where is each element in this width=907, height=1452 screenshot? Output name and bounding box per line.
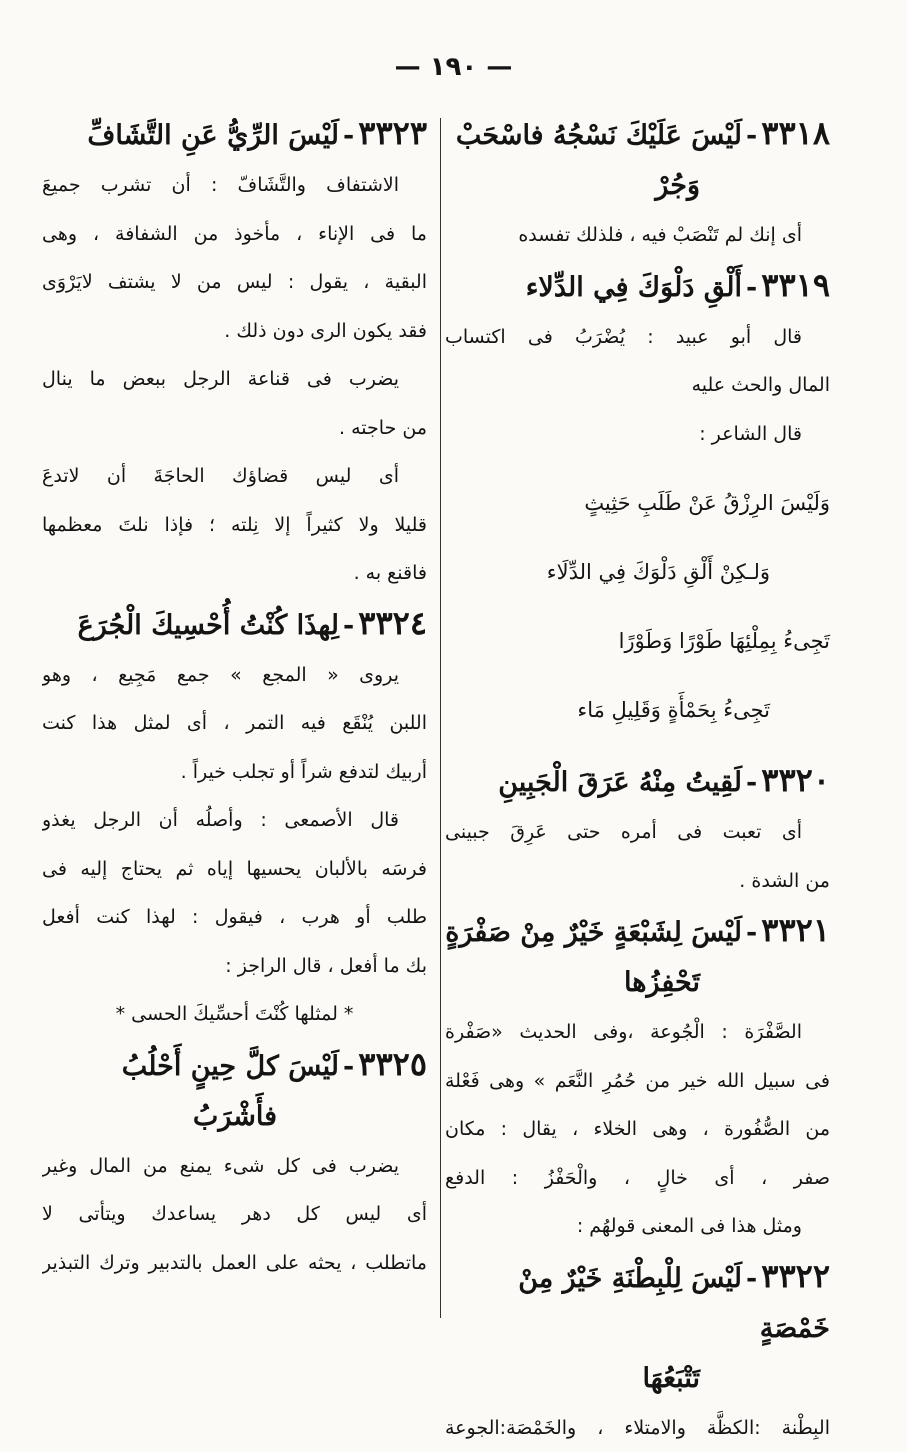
explanation-line: قال الأصمعى : وأصلُه أن الرجل يغذو xyxy=(42,796,427,845)
proverb-number: ٣٣٢٣ xyxy=(358,114,427,152)
proverb-title: لَيْسَ الرِّيُّ عَنِ التَّشَافِّ xyxy=(87,120,339,151)
proverb-heading: ٣٣١٩-أَلْقِ دَلْوَكَ فِي الدِّلاء xyxy=(445,260,830,313)
proverb-entry-3325 xyxy=(42,1039,427,1288)
proverb-number: ٣٣٢٠ xyxy=(761,761,830,799)
poem-verse: وَلَيْسَ الرِزْقُ عَنْ طَلَبِ حَثِيثٍ xyxy=(445,479,830,527)
column-divider xyxy=(440,118,441,1318)
proverb-entry-3321 xyxy=(445,905,830,1251)
proverb-number: ٣٣٢١ xyxy=(761,911,830,949)
explanation-line: الاشتفاف والتَّشَافّ : أن تشرب جميعَ xyxy=(42,161,427,210)
proverb-title-continued: فأَشْرَبُ xyxy=(42,1092,427,1142)
explanation-line: قال الشاعر : xyxy=(445,410,830,459)
explanation-line: البقية ، يقول : ليس من لا يشتف لايَرْوَى xyxy=(42,258,427,307)
explanation-line: فقد يكون الرى دون ذلك . xyxy=(42,307,427,356)
proverb-number: ٣٣١٨ xyxy=(761,114,830,152)
proverb-entry-3324 xyxy=(42,598,427,1039)
poem-verse: تَجِىءُ بِحَمْأَةٍ وَقَلِيلِ مَاء xyxy=(445,686,830,734)
explanation-line: ما فى الإناء ، مأخوذ من الشفافة ، وهى xyxy=(42,210,427,259)
proverb-entry-3318 xyxy=(445,108,830,260)
explanation-line: الصَّفْرَة : الْجُوعة ،وفى الحديث «صَفْرة xyxy=(445,1008,830,1057)
explanation-line: يضرب فى كل شىء يمنع من المال وغير xyxy=(42,1142,427,1191)
explanation-line: ماتطلب ، يحثه على العمل بالتدبير وترك التبذير xyxy=(42,1239,427,1288)
explanation-line: صفر ، أى خالٍ ، والْحَفْزُ : الدفع xyxy=(445,1154,830,1203)
proverb-title: لَقِيتُ مِنْهُ عَرَقَ الْجَبِينِ xyxy=(498,767,742,798)
proverb-number: ٣٣١٩ xyxy=(761,266,830,304)
page-number: — ١٩٠ — xyxy=(0,52,907,82)
left-column xyxy=(42,108,427,1287)
proverb-number: ٣٣٢٤ xyxy=(358,604,427,642)
explanation-line: ومثل هذا فى المعنى قولهُم : xyxy=(445,1202,830,1251)
explanation-line: أى تعبت فى أمره حتى عَرِقَ جبينى xyxy=(445,808,830,857)
explanation-line: يروى « المجع » جمع مَجِيع ، وهو xyxy=(42,651,427,700)
proverb-title: أَلْقِ دَلْوَكَ فِي الدِّلاء xyxy=(526,272,742,303)
explanation-line: فاقنع به . xyxy=(42,549,427,598)
proverb-heading: ٣٣٢٠-لَقِيتُ مِنْهُ عَرَقَ الْجَبِينِ xyxy=(445,755,830,808)
proverb-title: لَيْسَ لِلْبِطْنَةِ خَيْرٌ مِنْ خَمْصَةٍ xyxy=(518,1263,830,1344)
explanation-line: أربيك لتدفع شراً أو تجلب خيراً . xyxy=(42,748,427,797)
explanation-line: طلب أو هرب ، فيقول : لهذا كنت أفعل xyxy=(42,893,427,942)
proverb-entry-3320 xyxy=(445,755,830,905)
explanation-line: قال أبو عبيد : يُضْرَبُ فى اكتساب xyxy=(445,313,830,362)
proverb-number: ٣٣٢٥ xyxy=(358,1045,427,1083)
proverb-heading: ٣٣٢٢-لَيْسَ لِلْبِطْنَةِ خَيْرٌ مِنْ خَمْصَةٍ xyxy=(445,1251,830,1354)
proverb-heading: ٣٣٢٤-لِهذَا كُنْتُ أُحْسِيكَ الْجُرَعَ xyxy=(42,598,427,651)
explanation-line: أى ليس كل دهر يساعدك ويتأتى لا xyxy=(42,1190,427,1239)
proverb-title-continued: وَجُرْ xyxy=(445,161,830,211)
proverb-entry-3323 xyxy=(42,108,427,598)
explanation-line: فى سبيل الله خير من حُمُرِ النَّعَم » وهى فَعْلة xyxy=(445,1057,830,1106)
explanation-line: فرسَه بالألبان يحسيها إياه ثم يحتاج إليه فى xyxy=(42,845,427,894)
explanation-line: بك ما أفعل ، قال الراجز : xyxy=(42,942,427,991)
explanation-line: أى إنك لم تَنْصَبْ فيه ، فلذلك تفسده xyxy=(445,211,830,260)
explanation-line: أى ليس قضاؤك الحاجَةَ أن لاتدعَ xyxy=(42,452,427,501)
proverb-title: لَيْسَ عَلَيْكَ نَسْجُهُ فاسْحَبْ xyxy=(456,120,742,151)
proverb-entry-3319 xyxy=(445,260,830,735)
explanation-line: يضرب فى قناعة الرجل ببعض ما ينال xyxy=(42,355,427,404)
proverb-heading: ٣٣٢٥-لَيْسَ كلَّ حِينٍ أَحْلُبُ xyxy=(42,1039,427,1092)
proverb-heading: ٣٣٢٣-لَيْسَ الرِّيُّ عَنِ التَّشَافِّ xyxy=(42,108,427,161)
rajaz-verse: * لمثلها كُنْتَ أحسِّيكَ الحسى * xyxy=(42,990,427,1039)
explanation-line: قليلا ولا كثيراً إلا نِلته ؛ فإذا نلتَ معظمها xyxy=(42,501,427,550)
explanation-line: من حاجته . xyxy=(42,404,427,453)
proverb-heading: ٣٣٢١-لَيْسَ لِشَبْعَةٍ خَيْرٌ مِنْ صَفْرَةٍ xyxy=(445,905,830,958)
explanation-line: اللبن يُنْقَع فيه التمر ، أى لمثل هذا كنت xyxy=(42,699,427,748)
explanation-line: من الشدة . xyxy=(445,857,830,906)
poem-verse: وَلـكِنْ أَلْقِ دَلْوَكَ فِي الدِّلَاء xyxy=(445,548,830,596)
proverb-title-continued: تَتْبَعُهَا xyxy=(445,1354,830,1404)
explanation-line: البِطْنة :الكظَّة والامتلاء ، والخَمْصَة:الجوعة xyxy=(445,1404,830,1452)
proverb-title: لِهذَا كُنْتُ أُحْسِيكَ الْجُرَعَ xyxy=(78,610,339,641)
proverb-title: لَيْسَ كلَّ حِينٍ أَحْلُبُ xyxy=(122,1051,339,1082)
right-column xyxy=(445,108,830,1452)
proverb-title: لَيْسَ لِشَبْعَةٍ خَيْرٌ مِنْ صَفْرَةٍ xyxy=(445,917,742,948)
explanation-line: من الصُّفُورة ، وهى الخلاء ، يقال : مكان xyxy=(445,1105,830,1154)
poem-verse: تَجِىءُ بِمِلْئِهَا طَوْرًا وَطَوْرًا xyxy=(445,617,830,665)
proverb-title-continued: تَحْفِزُها xyxy=(445,958,830,1008)
proverb-number: ٣٣٢٢ xyxy=(761,1257,830,1295)
proverb-heading: ٣٣١٨-لَيْسَ عَلَيْكَ نَسْجُهُ فاسْحَبْ xyxy=(445,108,830,161)
explanation-line: المال والحث عليه xyxy=(445,361,830,410)
proverb-entry-3322 xyxy=(445,1251,830,1452)
